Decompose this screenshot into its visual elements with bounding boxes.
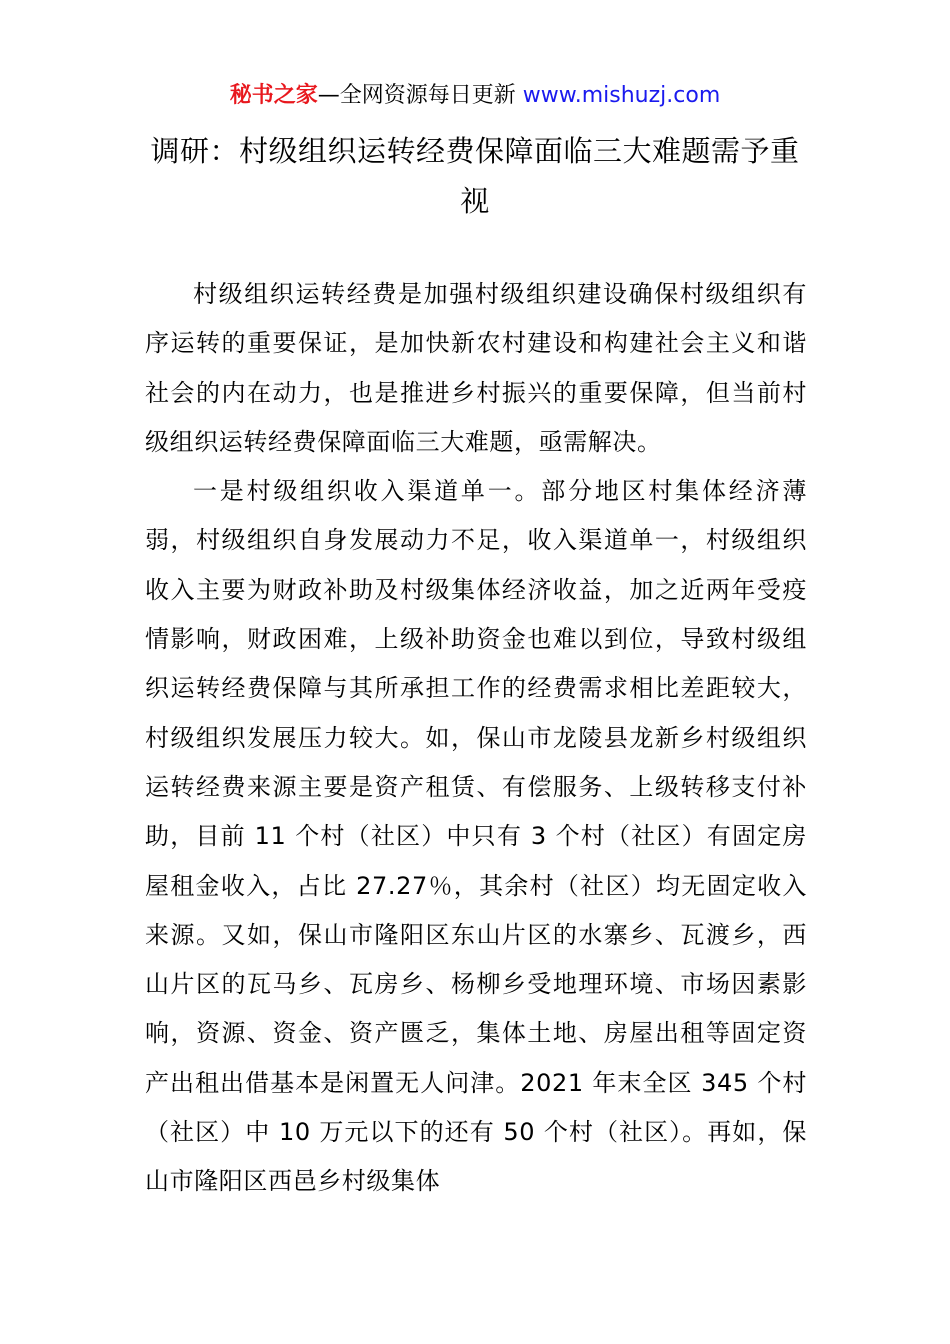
- document-body: [145, 270, 807, 1207]
- header-tagline: —全网资源每日更新: [317, 83, 523, 108]
- body-paragraph: 一是村级组织收入渠道单一。部分地区村集体经济薄弱，村级组织自身发展动力不足，收入渠道单一，村级组织收入主要为财政补助及村级集体经济收益，加之近两年受疫情影响，财政困难，上级补助资金也难以到位，导致村级组织运转经费保障与其所承担工作的经费需求相比差距较大，村级组织发展压力较大。如，保山市龙陵县龙新乡村级组织运转经费来源主要是资产租赁、有偿服务、上级转移支付补助，目前 11 个村（社区）中只有 3 个村（社区）有固定房屋租金收入，占比 27.27％，其余村（社区）均无固定收入来源。又如，保山市隆阳区东山片区的水寨乡、瓦渡乡，西山片区的瓦马乡、瓦房乡、杨柳乡受地理环境、市场因素影响，资源、资金、资产匮乏，集体土地、房屋出租等固定资产出租出借基本是闲置无人问津。2021 年末全区 345 个村（社区）中 10 万元以下的还有 50 个村（社区）。再如，保山市隆阳区西邑乡村级集体: [145, 477, 807, 1196]
- body-paragraph: 村级组织运转经费是加强村级组织建设确保村级组织有序运转的重要保证，是加快新农村建设和构建社会主义和谐社会的内在动力，也是推进乡村振兴的重要保障，但当前村级组织运转经费保障面临三大难题，亟需解决。: [145, 280, 807, 456]
- document-title: 调研：村级组织运转经费保障面临三大难题需予重视: [150, 134, 800, 218]
- site-url-link[interactable]: www.mishuzj.com: [522, 83, 721, 108]
- site-header: [0, 80, 950, 112]
- brand-name: 秘书之家: [229, 83, 318, 108]
